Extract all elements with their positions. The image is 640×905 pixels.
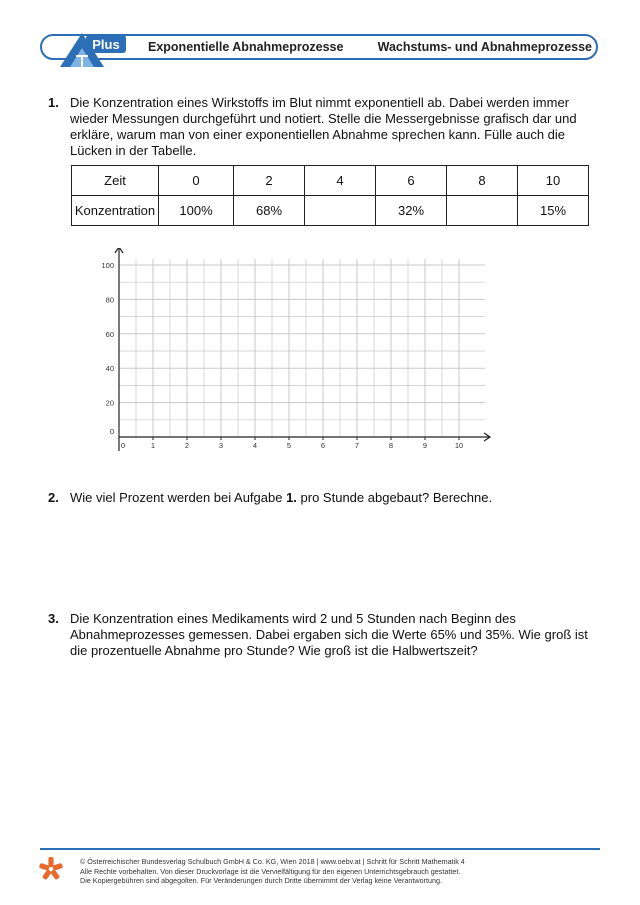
x-tick-label: 6	[320, 441, 326, 450]
x-tick-label: 9	[422, 441, 428, 450]
task-reference: 1.	[286, 490, 297, 505]
x-tick-label: 8	[388, 441, 394, 450]
copyright-notice	[80, 857, 465, 886]
task-number: 1.	[48, 95, 59, 110]
y-tick-label: 20	[105, 398, 114, 408]
footer-line-2: Alle Rechte vorbehalten. Von dieser Druckvorlage ist die Vervielfältigung für den eigenen Unterrichtsgebrauch gestattet.	[80, 866, 461, 876]
x-tick-label: 10	[454, 441, 464, 450]
table-cell: 15%	[518, 196, 589, 226]
task-text: Die Konzentration eines Medikaments wird 2 und 5 Stunden nach Beginn des Abnahmeprozesses gemessen. Dabei ergaben sich die Werte 65% und 35%. Wie groß ist die prozentuelle Abnahme pro Stunde? Wie groß ist die Halbwertszeit?	[70, 611, 588, 658]
value-table	[71, 165, 589, 226]
task-number: 2.	[48, 490, 59, 505]
table-cell: 68%	[234, 196, 305, 226]
x-tick-label: 2	[184, 441, 190, 450]
x-tick-label: 4	[252, 441, 258, 450]
row-label: Zeit	[72, 166, 159, 196]
worksheet-title: Exponentielle Abnahmeprozesse	[148, 40, 344, 54]
row-label: Konzentration	[72, 196, 159, 226]
y-tick-label: 0	[109, 427, 114, 436]
y-tick-label: 40	[105, 364, 114, 374]
task-text: Wie viel Prozent werden bei Aufgabe 1. pro Stunde abgebaut? Berechne.	[70, 490, 493, 505]
table-cell-blank[interactable]	[305, 196, 376, 226]
x-tick-label: 3	[218, 441, 224, 450]
table-row-time	[72, 166, 589, 196]
x-tick-label: 5	[286, 441, 292, 450]
coordinate-grid	[98, 248, 498, 458]
table-cell: 10	[518, 166, 589, 196]
y-tick-label: 100	[101, 261, 114, 270]
table-cell: 8	[447, 166, 518, 196]
table-row-concentration	[72, 196, 589, 226]
x-tick-label: 7	[354, 441, 360, 450]
footer-line-3: Die Kopiergebühren sind abgegolten. Für Veränderungen durch Dritte übernimmt der Verlag keine Verantwortung.	[80, 876, 442, 885]
chapter-title: Wachstums- und Abnahmeprozesse	[377, 40, 592, 54]
publisher-star-icon	[38, 856, 64, 882]
footer-divider	[40, 848, 600, 850]
table-cell: 6	[376, 166, 447, 196]
x-tick-label: 1	[150, 441, 156, 450]
footer-line-1: © Österreichischer Bundesverlag Schulbuch GmbH & Co. KG, Wien 2018 | www.oebv.at | Schritt für Schritt Mathematik 4	[80, 857, 465, 866]
x-tick-label: 0	[120, 441, 126, 450]
table-cell: 4	[305, 166, 376, 196]
logo-text: Plus	[92, 37, 120, 52]
table-cell-blank[interactable]	[447, 196, 518, 226]
task-text: Die Konzentration eines Wirkstoffs im Blut nimmt exponentiell ab. Dabei werden immer wieder Messungen durchgeführt und notiert. Stelle die Messergebnisse grafisch dar und erkläre, warum man von einer exponentiellen Abnahme sprechen kann. Fülle auch die Lücken in der Tabelle.	[70, 95, 577, 158]
table-cell: 0	[159, 166, 234, 196]
plus-logo	[56, 31, 128, 67]
y-tick-label: 60	[105, 329, 114, 339]
table-cell: 100%	[159, 196, 234, 226]
table-cell: 2	[234, 166, 305, 196]
y-tick-label: 80	[105, 295, 114, 305]
task-number: 3.	[48, 611, 59, 626]
table-cell: 32%	[376, 196, 447, 226]
